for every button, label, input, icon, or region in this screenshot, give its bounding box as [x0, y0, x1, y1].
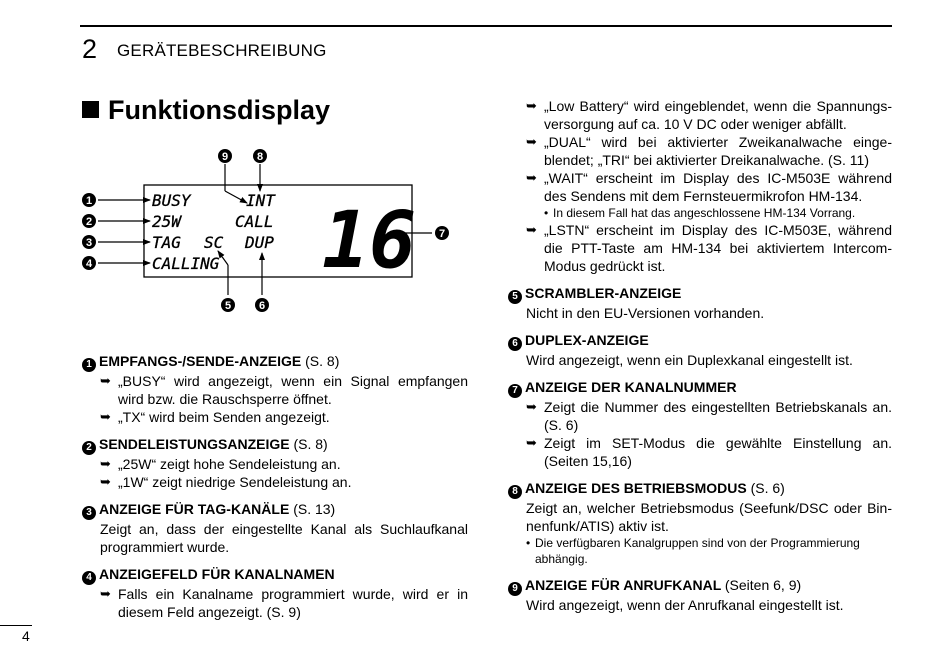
item-text: Wird angezeigt, wenn der Anrufkanal eingestellt ist. [526, 597, 844, 613]
item-6 [508, 331, 892, 369]
item-7 [508, 378, 892, 470]
section-title-text: Funktionsdisplay [108, 95, 331, 125]
item-2 [82, 435, 468, 491]
header-rule [80, 25, 892, 27]
item-9 [508, 576, 892, 614]
callout-label-9: 9 [221, 151, 229, 163]
list-item: ➥ „Low Battery“ wird eingeblendet, wenn die Spannungs-versorgung auf ca. 10 V DC oder weniger abfällt. [526, 98, 892, 132]
list-item: ➥ „DUAL“ wird bei aktivierter Zweikanalwache einge-blendet; „TRI“ bei aktivierter Dreikanalwache. (S. 11) [526, 134, 892, 168]
lcd-tag: TAG [152, 233, 181, 252]
callout-arrow-5 [218, 251, 228, 265]
callout-label-1: 1 [85, 195, 93, 207]
item-8 [508, 479, 892, 567]
item-title: ANZEIGE DER KANALNUMMER [525, 379, 737, 395]
arrow-bullet-icon: ➥ [526, 222, 537, 237]
callout-label-2: 2 [85, 216, 93, 228]
callout-label-3: 3 [85, 237, 93, 249]
callout-label-8: 8 [256, 151, 264, 163]
arrow-bullet-icon: ➥ [526, 170, 537, 185]
item-number-badge: 7 [508, 384, 522, 398]
item-1-continued [508, 97, 892, 275]
lcd-calling: CALLING [152, 254, 220, 273]
arrow-bullet-icon: ➥ [100, 586, 111, 601]
item-ref: (Seiten 6, 9) [724, 577, 802, 593]
callout-label-7: 7 [438, 228, 446, 240]
item-ref: (S. 13) [293, 501, 336, 517]
lcd-dup: DUP [245, 233, 274, 252]
arrow-bullet-icon: ➥ [100, 409, 111, 424]
item-5 [508, 284, 892, 322]
footer-rule [0, 625, 32, 626]
item-ref: (S. 8) [305, 353, 340, 369]
lcd-channel-digits: 16 [322, 196, 416, 286]
lcd-busy: BUSY [152, 191, 191, 210]
display-diagram-svg [82, 145, 482, 315]
note: • Die verfügbaren Kanalgruppen sind von der Programmierung abhängig. [526, 536, 860, 566]
list-item: ➥ „LSTN“ erscheint im Display des IC-M503E, während die PTT-Taste am HM-134 bei aktiviertem Intercom-Modus gedrückt ist. [526, 222, 892, 274]
list-item: ➥ „25W“ zeigt hohe Sendeleistung an. [100, 456, 341, 472]
list-item: ➥ „1W“ zeigt niedrige Sendeleistung an. [100, 474, 352, 490]
item-title: ANZEIGE DES BETRIEBSMODUS [525, 480, 747, 496]
arrow-bullet-icon: ➥ [526, 435, 537, 450]
arrow-bullet-icon: ➥ [526, 98, 537, 113]
list-item: ➥ Zeigt im SET-Modus die gewählte Einstellung an. (Seiten 15,16) [526, 435, 892, 469]
page-number: 4 [22, 628, 30, 644]
item-4 [82, 565, 468, 621]
list-item: ➥ Falls ein Kanalname programmiert wurde, wird er in diesem Feld angezeigt. (S. 9) [100, 586, 468, 620]
lcd-int: INT [246, 191, 275, 210]
square-bullet-icon [82, 101, 99, 118]
arrow-bullet-icon: ➥ [100, 474, 111, 489]
list-item: ➥ Zeigt die Nummer des eingestellten Betriebskanals an. (S. 6) [526, 399, 892, 433]
lcd-25w: 25W [152, 212, 181, 231]
item-number-badge: 9 [508, 582, 522, 596]
item-ref: (S. 8) [293, 436, 328, 452]
item-number-badge: 6 [508, 337, 522, 351]
callout-arrow-9 [225, 191, 247, 203]
item-text: Zeigt an, welcher Betriebsmodus (Seefunk/DSC oder Bin-nenfunk/ATIS) aktiv ist. [526, 500, 892, 534]
bullet-dot-icon: • [526, 536, 531, 550]
item-number-badge: 5 [508, 290, 522, 304]
callout-label-5: 5 [224, 300, 232, 312]
bullet-dot-icon: • [544, 206, 549, 220]
item-title: ANZEIGE FÜR ANRUFKANAL [525, 577, 721, 593]
list-item: ➥ „BUSY“ wird angezeigt, wenn ein Signal empfangen wird bzw. die Rauschsperre öffnet. [100, 373, 468, 407]
item-title: ANZEIGE FÜR TAG-KANÄLE [99, 501, 290, 517]
item-ref: (S. 6) [750, 480, 785, 496]
callout-label-6: 6 [258, 300, 266, 312]
item-3 [82, 500, 468, 556]
section-title [82, 95, 330, 126]
list-item: ➥ „WAIT“ erscheint im Display des IC-M503E während des Sendens mit dem Fernsteuermikrofon HM-134. [526, 170, 892, 204]
arrow-bullet-icon: ➥ [526, 134, 537, 149]
item-number-badge: 4 [82, 571, 96, 585]
item-title: DUPLEX-ANZEIGE [525, 332, 649, 348]
display-diagram [82, 145, 482, 315]
item-number-badge: 3 [82, 506, 96, 520]
chapter-number: 2 [82, 34, 98, 64]
right-column [508, 97, 892, 623]
item-title: SCRAMBLER-ANZEIGE [525, 285, 682, 301]
chapter-title: GERÄTEBESCHREIBUNG [117, 41, 327, 60]
arrow-bullet-icon: ➥ [526, 399, 537, 414]
callout-label-4: 4 [85, 258, 93, 270]
item-number-badge: 1 [82, 358, 96, 372]
lcd-call: CALL [235, 212, 274, 231]
left-column [82, 352, 468, 630]
item-title: SENDELEISTUNGSANZEIGE [99, 436, 290, 452]
arrow-bullet-icon: ➥ [100, 456, 111, 471]
arrow-bullet-icon: ➥ [100, 373, 111, 388]
item-number-badge: 8 [508, 485, 522, 499]
item-1 [82, 352, 468, 426]
item-title: ANZEIGEFELD FÜR KANALNAMEN [99, 566, 335, 582]
item-number-badge: 2 [82, 441, 96, 455]
list-item: ➥ „TX“ wird beim Senden angezeigt. [100, 409, 330, 425]
note: • In diesem Fall hat das angeschlossene HM-134 Vorrang. [544, 206, 856, 220]
lcd-sc: SC [204, 233, 224, 252]
item-text: Nicht in den EU-Versionen vorhanden. [526, 305, 765, 321]
item-title: EMPFANGS-/SENDE-ANZEIGE [99, 353, 302, 369]
item-text: Wird angezeigt, wenn ein Duplexkanal eingestellt ist. [526, 352, 853, 368]
item-text: Zeigt an, dass der eingestellte Kanal als Suchlaufkanal programmiert wurde. [100, 521, 468, 555]
